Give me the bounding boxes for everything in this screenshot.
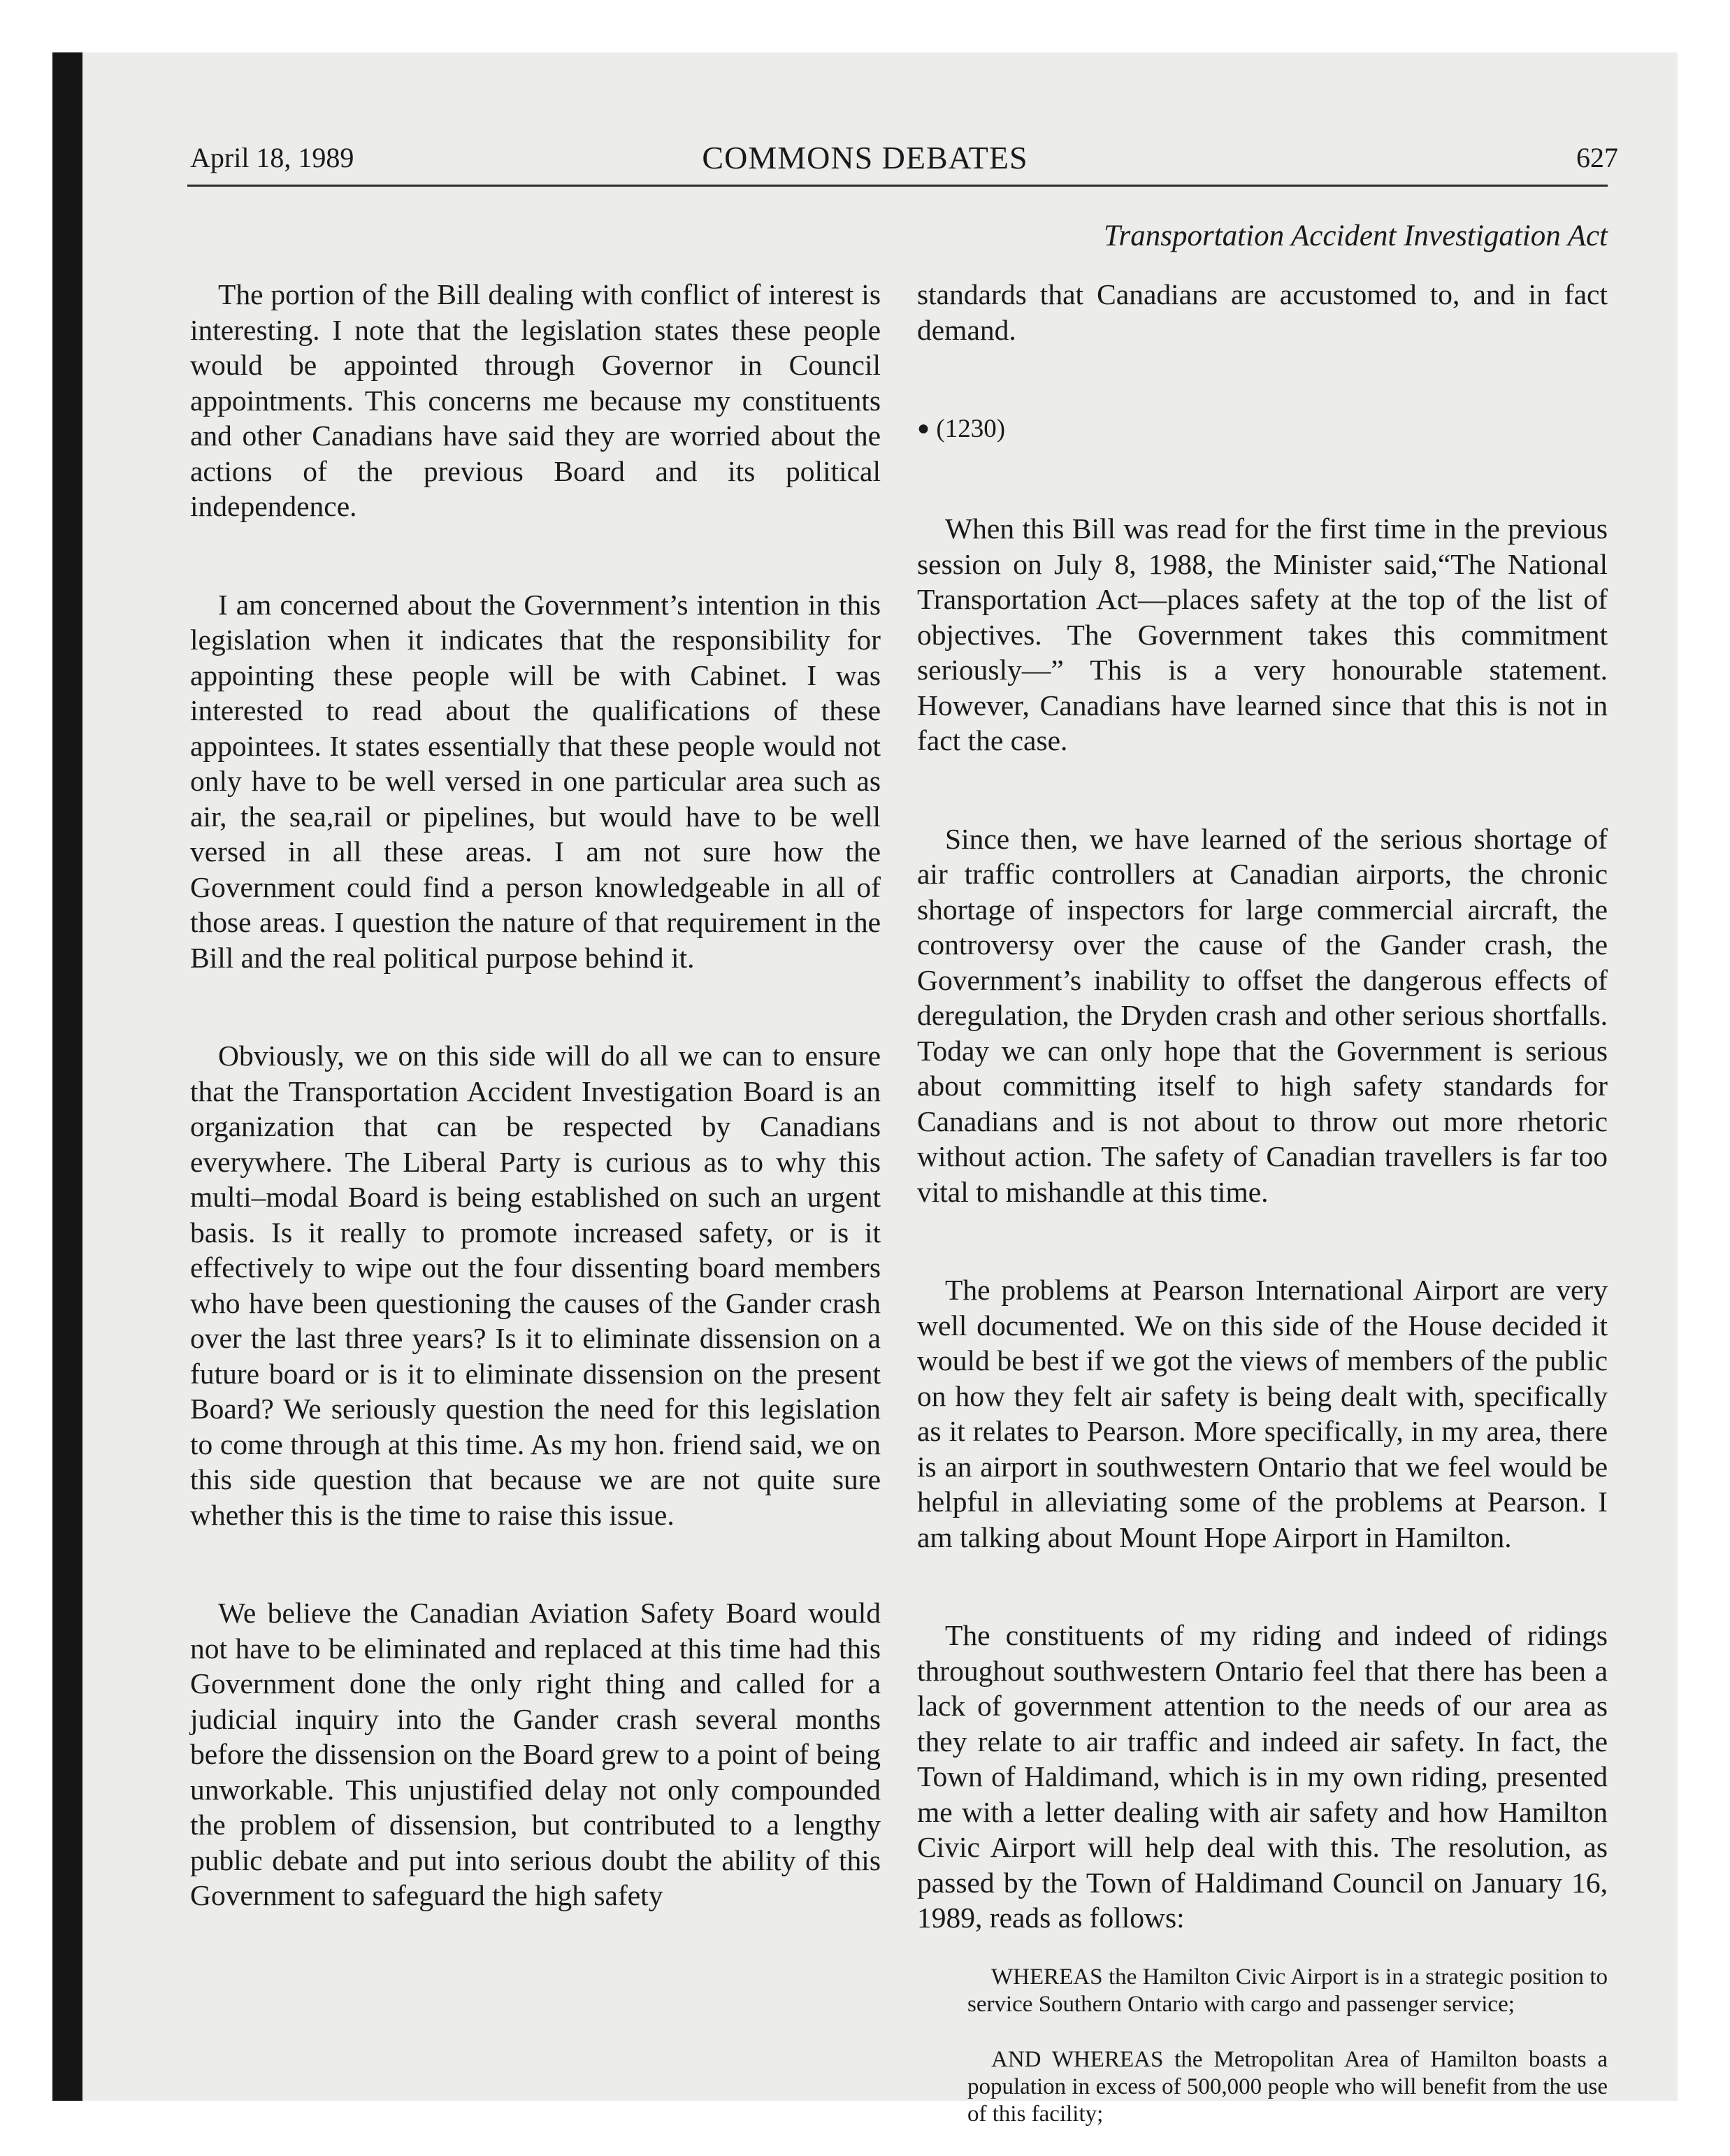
header-rule xyxy=(187,185,1608,187)
paragraph: The constituents of my riding and indeed of ridings throughout southwestern Ontario feel that there has been a lack of government attention to the needs of our area as they relate to air traffic and indeed air safety. In fact, the Town of Haldimand, which is in my own riding, presented me with a letter dealing with air safety and how Hamilton Civic Airport will help deal with this. The resolution, as passed by the Town of Haldimand Council on January 16, 1989, reads as follows: xyxy=(917,1619,1608,1934)
bullet-icon: ● xyxy=(917,417,930,440)
scan-edge-shadow xyxy=(52,52,82,2101)
paragraph: When this Bill was read for the first time in the previous session on July 8, 1988, the Minister said,“The National Transportation Act—places safety at the top of the list of objectives. The Government takes this commitment seriously—” This is a very honourable statement. However, Canadians have learned since that this is not in fact the case. xyxy=(917,512,1608,756)
continuation-paragraph: standards that Canadians are accustomed to, and in fact demand. xyxy=(917,278,1608,346)
header-page-number: 627 xyxy=(1576,142,1618,173)
time-marker xyxy=(917,412,1608,448)
paragraph: Since then, we have learned of the serious shortage of air traffic controllers at Canadian airports, the chronic shortage of inspectors for large commercial aircraft, the controversy over the cause of the Gander crash, the Government’s inability to offset the dangerous effects of deregulation, the Dryden crash and other serious shortfalls. Today we can only hope that the Government is serious about committing itself to high safety standards for Canadians and is not about to throw out more rhetoric without action. The safety of Canadian travellers is far too vital to mishandle at this time. xyxy=(917,822,1608,1208)
quote-paragraph: WHEREAS the Hamilton Civic Airport is in a strategic position to service Southern Ontario with cargo and passenger service; xyxy=(967,1964,1608,2017)
paragraph: I am concerned about the Government’s intention in this legislation when it indicates that the responsibility for appointing these people will be with Cabinet. I was interested to read about the qualifications of these appointees. It states essentially that these people would not only have to be well versed in one particular area such as air, the sea,rail or pipelines, but would have to be well versed in all these areas. I am not sure how the Government could find a person knowledgeable in all of those areas. I question the nature of that requirement in the Bill and the real political purpose behind it. xyxy=(190,588,881,974)
right-column xyxy=(917,277,1608,2156)
paragraph: We believe the Canadian Aviation Safety Board would not have to be eliminated and replaced at this time had this Government done the only right thing and called for a judicial inquiry into the Gander crash several months before the dissension on the Board grew to a point of being unworkable. This unjustified delay not only compounded the problem of dissension, but contributed to a lengthy public debate and put into serious doubt the ability of this Government to safeguard the high safety xyxy=(190,1597,881,1911)
paragraph: Obviously, we on this side will do all we can to ensure that the Transportation Accident Investigation Board is an organization that can be respected by Canadians everywhere. The Liberal Party is curious as to why this multi–modal Board is being established on such an urgent basis. Is it really to promote increased safety, or is it effectively to wipe out the four dissenting board members who have been questioning the causes of the Gander crash over the last three years? Is it to eliminate dissension on a future board or is it to eliminate dissension on the present Board? We seriously question the need for this legislation to come through at this time. As my hon. friend said, we on this side question that because we are not quite sure whether this is the time to raise this issue. xyxy=(190,1040,881,1531)
left-column xyxy=(190,277,881,1913)
paragraph: The portion of the Bill dealing with conflict of interest is interesting. I note that the legislation states these people would be appointed through Governor in Council appointments. This concerns me because my constituents and other Canadians have said they are worried about the actions of the previous Board and its political independence. xyxy=(190,278,881,522)
paragraph: The problems at Pearson International Airport are very well documented. We on this side of the House decided it would be best if we got the views of members of the public on how they felt air safety is being dealt with, specifically as it relates to Pearson. More specifically, in my area, there is an airport in southwestern Ontario that we feel would be helpful in alleviating some of the problems at Pearson. I am talking about Mount Hope Airport in Hamilton. xyxy=(917,1274,1608,1553)
time-marker-label: (1230) xyxy=(936,415,1006,443)
header-date: April 18, 1989 xyxy=(190,142,354,173)
header-title: COMMONS DEBATES xyxy=(702,140,1028,175)
running-head: Transportation Accident Investigation Act xyxy=(1103,220,1608,252)
quote-paragraph: AND WHEREAS the Metropolitan Area of Hamilton boasts a population in excess of 500,000 people who will benefit from the use of this facility; xyxy=(967,2046,1608,2127)
